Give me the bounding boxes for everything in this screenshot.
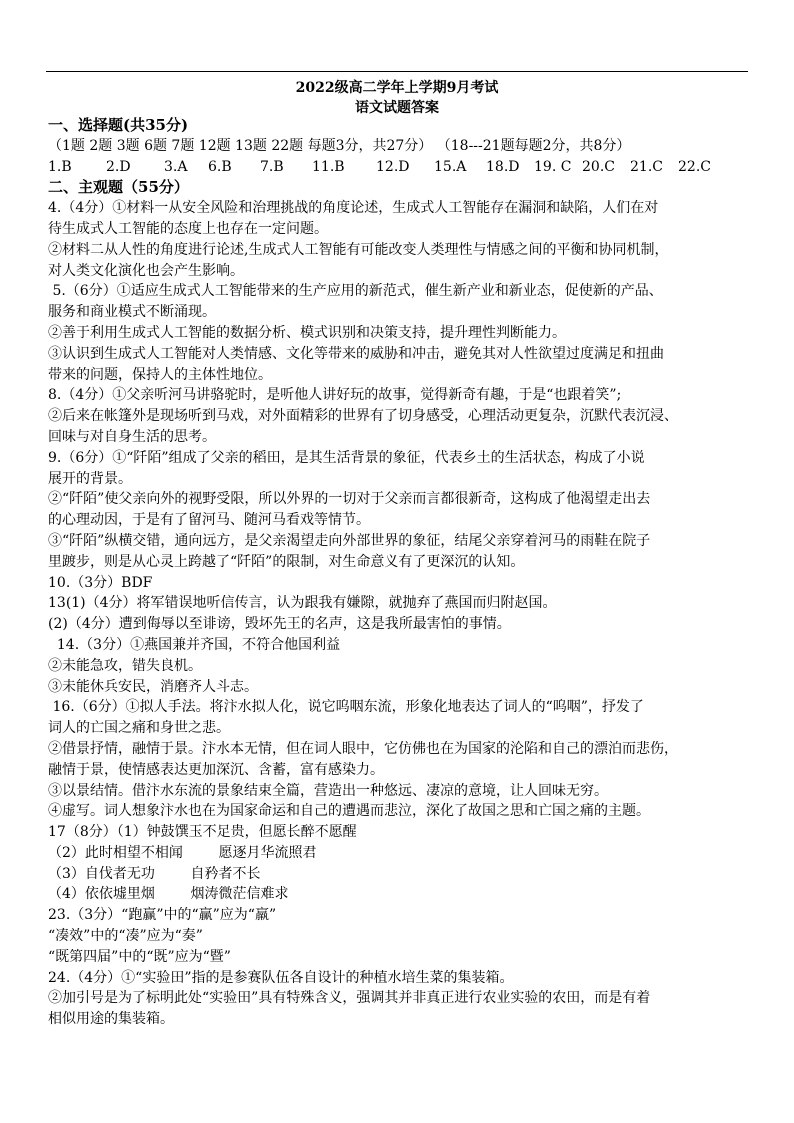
- answer-line: ②材料二从人性的角度进行论述,生成式人工智能有可能改变人类理性与情感之间的平衡和协同机制，: [48, 241, 669, 258]
- answer-line: ②“阡陌”使父亲向外的视野受限，所以外界的一切对于父亲而言都很新奇，这构成了他渴望走出去: [48, 491, 651, 508]
- choice-answer: 2.D: [106, 158, 131, 175]
- section2-content: [48, 198, 758, 1030]
- answer-line: ②善于利用生成式人工智能的数据分析、模式识别和决策支持，提升理性判断能力。: [48, 324, 566, 341]
- answer-line: 17（8分）（1）钟鼓馔玉不足贵，但愿长醉不愿醒: [48, 824, 357, 841]
- answer-line: 相似用途的集装箱。: [48, 1011, 174, 1028]
- choice-answer: 20.C: [582, 158, 615, 175]
- document-subtitle: 语文试题答案: [355, 100, 439, 116]
- section2-heading: 二、主观题（55分）: [48, 178, 189, 197]
- answer-line: ③“阡陌”纵横交错，通向远方，是父亲渴望走向外部世界的象征，结尾父亲穿着河马的雨鞋在院子: [48, 532, 651, 549]
- choice-answer: 18.D: [486, 158, 520, 175]
- answer-line: 23.（3分）“跑赢”中的“赢”应为“羸”: [48, 907, 277, 924]
- answer-line: 8.（4分）①父亲听河马讲骆驼时，是听他人讲好玩的故事，觉得新奇有趣，于是“也跟着笑”;: [48, 387, 622, 404]
- section1-scoring: （1题 2题 3题 6题 7题 12题 13题 22题 每题3分，共27分） （18---21题每题2分，共8分）: [48, 137, 631, 154]
- answer-line: （3）自伐者无功 自矜者不长: [48, 865, 261, 882]
- answer-line: 里踱步，则是从心灵上跨越了“阡陌”的限制，对生命意义有了更深沉的认知。: [48, 553, 525, 570]
- choice-answer: 12.D: [376, 158, 410, 175]
- answer-line: ②未能急攻，错失良机。: [48, 657, 202, 674]
- answer-line: 13(1)（4分）将军错误地听信传言，认为跟我有嫌隙，就抛弃了燕国而归附赵国。: [48, 595, 557, 612]
- answer-line: “凑效”中的“凑”应为“奏”: [48, 928, 203, 945]
- choice-answer: 15.A: [434, 158, 467, 175]
- answer-line: 14.（3分）①燕国兼并齐国，不符合他国利益: [48, 636, 341, 653]
- answer-line: 词人的亡国之痛和身世之悲。: [48, 720, 230, 737]
- answer-line: ③以景结情。借汴水东流的景象结束全篇，营造出一种悠远、凄凉的意境，让人回味无穷。: [48, 782, 608, 799]
- answer-line: (2)（4分）遭到侮辱以至诽谤，毁坏先王的名声，这是我所最害怕的事情。: [48, 616, 511, 633]
- choice-answer: 22.C: [678, 158, 711, 175]
- answer-line: ②借景抒情，融情于景。汴水本无情，但在词人眼中，它仿佛也在为国家的沦陷和自己的漂泊而悲伤，: [48, 740, 678, 757]
- answer-line: ③认识到生成式人工智能对人类情感、文化等带来的威胁和冲击，避免其对人性欲望过度满足和扭曲: [48, 345, 664, 362]
- answer-line: 16.（6分）①拟人手法。将汴水拟人化，说它呜咽东流，形象化地表达了词人的“呜咽”，抒发了: [48, 699, 644, 716]
- answer-line: 5.（6分）①适应生成式人工智能带来的生产应用的新范式，催生新产业和新业态，促使新的产品、: [48, 283, 663, 300]
- header-rule: [46, 71, 748, 72]
- answer-line: ②后来在帐篷外是现场听到马戏，对外面精彩的世界有了切身感受，心理活动更复杂，沉默代表沉浸、: [48, 408, 678, 425]
- answer-line: 9.（6分）①“阡陌”组成了父亲的稻田，是其生活背景的象征，代表乡土的生活状态，构成了小说: [48, 449, 645, 466]
- choice-answer: 6.B: [208, 158, 232, 175]
- answer-line: ②加引号是为了标明此处“实验田”具有特殊含义，强调其并非真正进行农业实验的农田，而是有着: [48, 990, 651, 1007]
- choice-answer: 11.B: [312, 158, 345, 175]
- answer-body: [48, 115, 758, 1030]
- choice-answer: 19. C: [534, 158, 572, 175]
- answer-line: 服务和商业模式不断涌现。: [48, 304, 216, 321]
- answer-line: 融情于景，使情感表达更加深沉、含蓄，富有感染力。: [48, 761, 384, 778]
- answer-line: 对人类文化演化也会产生影响。: [48, 262, 244, 279]
- choice-answer: 7.B: [260, 158, 284, 175]
- answer-line: 24.（4分）①“实验田”指的是参赛队伍各自设计的种植水培生菜的集装箱。: [48, 969, 514, 986]
- answer-line: “既第四届”中的“既”应为“暨”: [48, 948, 231, 965]
- answer-line: （4）依依墟里烟 烟涛微茫信难求: [48, 886, 289, 903]
- document-title: 2022级高二学年上学期9月考试: [295, 80, 499, 96]
- choice-answer-row: [48, 157, 758, 178]
- choice-answer: 1.B: [48, 158, 72, 175]
- answer-line: 的心理动因，于是有了留河马、随河马看戏等情节。: [48, 512, 370, 529]
- section1-heading: 一、选择题(共35分): [48, 116, 189, 134]
- choice-answer: 21.C: [630, 158, 663, 175]
- answer-line: （2）此时相望不相闻 愿逐月华流照君: [48, 844, 317, 861]
- answer-line: ③未能休兵安民，消磨齐人斗志。: [48, 678, 258, 695]
- answer-line: 带来的问题，保持人的主体性地位。: [48, 366, 272, 383]
- answer-line: 待生成式人工智能的态度上也存在一定问题。: [48, 220, 328, 237]
- answer-line: 4.（4分）①材料一从安全风险和治理挑战的角度论述，生成式人工智能存在漏洞和缺陷，人们在对: [48, 200, 659, 217]
- answer-line: ④虚写。词人想象汴水也在为国家命运和自己的遭遇而悲泣，深化了故国之思和亡国之痛的主题。: [48, 803, 650, 820]
- choice-answer: 3.A: [164, 158, 188, 175]
- answer-line: 回味与对自身生活的思考。: [48, 428, 216, 445]
- answer-line: 展开的背景。: [48, 470, 132, 487]
- answer-line: 10.（3分）BDF: [48, 574, 153, 591]
